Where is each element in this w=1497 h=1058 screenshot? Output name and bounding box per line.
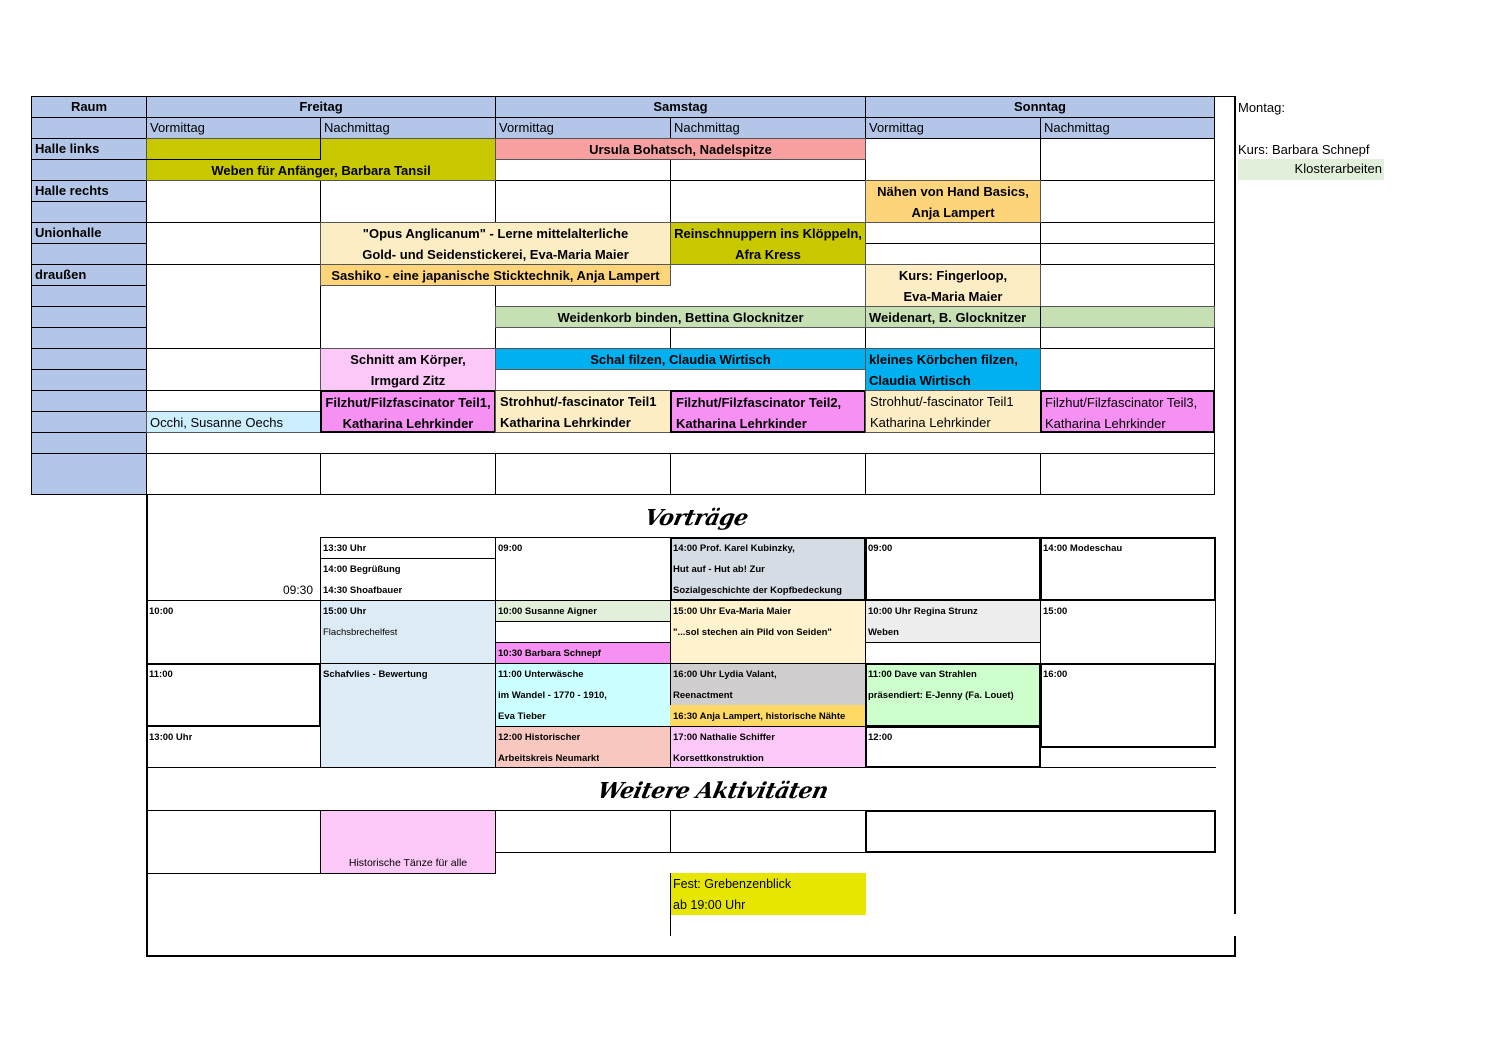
talk-schafvlies-label: Schafvlies - Bewertung: [323, 669, 428, 680]
grid-cell: [495, 180, 671, 223]
weitere-title: Weitere Aktivitäten: [595, 778, 831, 804]
room-blank: [31, 432, 147, 454]
talk-fr-1000: 10:00: [149, 606, 174, 617]
vortraege-title: Vorträge: [642, 505, 751, 531]
event-filz2-line2: Katharina Lehrkinder: [676, 416, 807, 431]
event-opus-line1: "Opus Anglicanum" - Lerne mittelalterliche: [362, 226, 629, 241]
talk-schiffer-line1: 17:00 Nathalie Schiffer: [673, 732, 775, 743]
activity-fest-line2: ab 19:00 Uhr: [673, 898, 746, 912]
event-fingerloop-line2: Eva-Maria Maier: [903, 289, 1003, 304]
grid-cell: [495, 159, 671, 181]
header-vormittag: Vormittag: [865, 117, 1041, 139]
grid-cell: [495, 453, 671, 495]
grid-cell: [146, 180, 321, 223]
talk-kub-line3: Sozialgeschichte der Kopfbedeckung: [673, 585, 842, 596]
grid-cell: [1040, 138, 1215, 181]
header-raum: Raum: [31, 96, 147, 118]
event-filz3: [1040, 390, 1215, 433]
grid-cell: [670, 453, 866, 495]
room-halle-rechts: Halle rechts: [31, 180, 147, 202]
talk-unter-line2: im Wandel - 1770 - 1910,: [498, 690, 607, 701]
sidebar-kloster: Klosterarbeiten: [1238, 159, 1384, 180]
event-stroh1-line2: Katharina Lehrkinder: [500, 415, 631, 430]
grid-cell: [865, 138, 1041, 181]
grid-cell: [865, 222, 1041, 244]
talk-strunz-line2: Weben: [868, 627, 899, 638]
talk-valant-line2: Reenactment: [673, 690, 733, 701]
grid-cell: [1040, 180, 1215, 223]
room-blank: [31, 285, 147, 307]
talk-valant-line1: 16:00 Uhr Lydia Valant,: [673, 669, 777, 680]
cell-divider: [146, 159, 321, 160]
outer-top-border: [1214, 96, 1236, 97]
talk-cell: [495, 621, 671, 643]
event-filz2: [670, 390, 866, 433]
grid-cell: [1040, 222, 1215, 244]
header-nachmittag: Nachmittag: [670, 117, 866, 139]
talk-strahlen-line1: 11:00 Dave van Strahlen: [868, 669, 977, 680]
event-schnitt-line1: Schnitt am Körper,: [350, 352, 466, 367]
header-day-samstag: Samstag: [495, 96, 866, 118]
event-schal: Schal filzen, Claudia Wirtisch: [495, 348, 866, 370]
talk-fr-1330: 13:30 Uhr: [323, 543, 367, 554]
event-naehen: [865, 180, 1041, 223]
event-sashiko: Sashiko - eine japanische Sticktechnik, Anja Lampert: [320, 264, 671, 286]
cell-divider: [1040, 306, 1041, 328]
event-filz1-line2: Katharina Lehrkinder: [342, 416, 474, 431]
event-koerbchen-line1: kleines Körbchen filzen,: [869, 352, 1018, 367]
event-stroh1-sa: [495, 390, 671, 433]
room-blank: [31, 327, 147, 349]
talk-fr-1100: 11:00: [149, 669, 173, 680]
room-blank: [31, 453, 147, 495]
outer-right-border-bottom: [1234, 936, 1236, 957]
event-nadelspitze: Ursula Bohatsch, Nadelspitze: [495, 138, 866, 160]
room-blank: [31, 243, 147, 265]
grid-cell: [670, 327, 866, 349]
grid-cell: [146, 348, 321, 391]
event-stroh1-line1: Strohhut/-fascinator Teil1: [500, 394, 657, 409]
grid-cell: [865, 243, 1041, 265]
grid-cell: [146, 264, 321, 349]
activity-taenze-label: Historische Tänze für alle: [348, 857, 468, 869]
talk-flachs-label: Flachsbrechelfest: [323, 627, 398, 638]
event-fingerloop: [865, 264, 1041, 307]
sidebar-kurs: Kurs: Barbara Schnepf: [1238, 142, 1370, 157]
header-nachmittag: Nachmittag: [1040, 117, 1215, 139]
grid-cell: [1040, 453, 1215, 495]
talk-fr-0930: 09:30: [283, 583, 314, 597]
event-stroh1-so-line1: Strohhut/-fascinator Teil1: [870, 394, 1014, 409]
talk-strahlen-line2: präsendiert: E-Jenny (Fa. Louet): [868, 690, 1014, 701]
grid-cell: [146, 222, 321, 265]
talk-fr-1400: 14:00 Begrüßung: [323, 564, 401, 575]
event-fingerloop-line1: Kurs: Fingerloop,: [898, 268, 1008, 283]
header-vormittag: Vormittag: [495, 117, 671, 139]
event-schnitt: [320, 348, 496, 391]
header-raum-sub: [31, 117, 147, 139]
grid-cell: [670, 159, 866, 181]
grid-cell: [1040, 348, 1215, 391]
activity-cell: [670, 810, 866, 853]
talk-modeschau: 14:00 Modeschau: [1043, 543, 1123, 554]
event-filz1: [320, 390, 496, 433]
header-day-freitag: Freitag: [146, 96, 496, 118]
talk-sa-0900: 09:00: [498, 543, 523, 554]
event-naehen-line1: Nähen von Hand Basics,: [877, 184, 1029, 199]
talk-schiffer-line2: Korsettkonstruktion: [673, 753, 764, 764]
event-kloeppeln-line1: Reinschnuppern ins Klöppeln,: [674, 226, 862, 241]
talk-strunz-line1: 10:00 Uhr Regina Strunz: [868, 606, 978, 617]
talk-schnepf-label: 10:30 Barbara Schnepf: [498, 648, 601, 659]
grid-cell: [865, 453, 1041, 495]
event-filz2-line1: Filzhut/Filzfascinator Teil2,: [676, 395, 842, 410]
event-kloeppeln: [670, 222, 866, 265]
event-opus-line2: Gold- und Seidenstickerei, Eva-Maria Maier: [362, 247, 629, 262]
grid-cell: [670, 180, 866, 223]
activity-cell: [495, 810, 671, 853]
room-blank: [31, 348, 147, 370]
room-blank: [31, 306, 147, 328]
event-stroh1-so: [865, 390, 1041, 433]
outer-bottom-border: [146, 955, 1236, 957]
room-blank: [31, 369, 147, 391]
talk-unter-line1: 11:00 Unterwäsche: [498, 669, 584, 680]
grid-cell: [320, 180, 496, 223]
event-kloeppeln-line2: Afra Kress: [735, 247, 801, 262]
event-opus: [320, 222, 671, 265]
sidebar-montag: Montag:: [1238, 100, 1285, 115]
activity-cell: [146, 810, 321, 874]
event-filz3-line1: Filzhut/Filzfascinator Teil3,: [1045, 395, 1198, 410]
room-halle-links: Halle links: [31, 138, 147, 160]
event-koerbchen-line2: Claudia Wirtisch: [869, 373, 971, 388]
room-blank: [31, 411, 147, 433]
talk-unter-line3: Eva Tieber: [498, 711, 546, 722]
talk-aigner-label: 10:00 Susanne Aigner: [498, 606, 597, 617]
grid-cell: [146, 453, 321, 495]
grid-cell: [1040, 327, 1215, 349]
talk-fr-1300: 13:00 Uhr: [149, 732, 193, 743]
event-stroh1-so-line2: Katharina Lehrkinder: [870, 415, 991, 430]
grid-cell: [146, 432, 1215, 454]
event-koerbchen: [865, 348, 1041, 391]
header-nachmittag: Nachmittag: [320, 117, 496, 139]
talk-so-1500: 15:00: [1043, 606, 1068, 617]
activity-fest-line1: Fest: Grebenzenblick: [673, 877, 792, 891]
talk-hist-line1: 12:00 Historischer: [498, 732, 581, 743]
event-weidenkorb: Weidenkorb binden, Bettina Glocknitzer: [495, 306, 866, 328]
room-blank: [31, 201, 147, 223]
talk-so-0900: 09:00: [868, 543, 893, 554]
grid-cell: [320, 285, 496, 349]
talk-so-1600: 16:00: [1043, 669, 1068, 680]
talk-fr-1500: 15:00 Uhr: [323, 606, 367, 617]
grid-cell: [1040, 243, 1215, 265]
room-draussen: draußen: [31, 264, 147, 286]
event-weben: Weben für Anfänger, Barbara Tansil: [146, 138, 496, 181]
room-unionhalle: Unionhalle: [31, 222, 147, 244]
event-filz3-line2: Katharina Lehrkinder: [1045, 416, 1166, 431]
activity-cell: [865, 810, 1216, 853]
cell-divider: [670, 873, 671, 936]
grid-cell: [495, 369, 866, 391]
grid-cell: [146, 390, 321, 412]
grid-cell: [1040, 264, 1215, 307]
talk-lampert-label: 16:30 Anja Lampert, historische Nähte: [673, 711, 846, 722]
room-blank: [31, 159, 147, 181]
event-filz1-line1: Filzhut/Filzfascinator Teil1,: [325, 395, 491, 410]
event-weidenart: Weidenart, B. Glocknitzer: [865, 306, 1215, 328]
grid-cell: [320, 453, 496, 495]
event-occhi: Occhi, Susanne Oechs: [146, 411, 321, 433]
talk-so-1200: 12:00: [868, 732, 893, 743]
talk-hist-line2: Arbeitskreis Neumarkt: [498, 753, 600, 764]
grid-cell: [495, 327, 671, 349]
room-blank: [31, 390, 147, 412]
talk-maier-line1: 15:00 Uhr Eva-Maria Maier: [673, 606, 792, 617]
header-vormittag: Vormittag: [146, 117, 321, 139]
talk-maier-line2: "...sol stechen ain Pild von Seiden": [673, 627, 832, 638]
cell-divider: [320, 138, 321, 159]
header-day-sonntag: Sonntag: [865, 96, 1215, 118]
grid-cell: [865, 327, 1041, 349]
outer-right-border: [1234, 96, 1236, 914]
event-naehen-line2: Anja Lampert: [911, 205, 995, 220]
talk-kub-line1: 14:00 Prof. Karel Kubinzky,: [673, 543, 795, 554]
event-schnitt-line2: Irmgard Zitz: [370, 373, 446, 388]
talk-fr-1430: 14:30 Shoafbauer: [323, 585, 403, 596]
talk-kub-line2: Hut auf - Hut ab! Zur: [673, 564, 765, 575]
